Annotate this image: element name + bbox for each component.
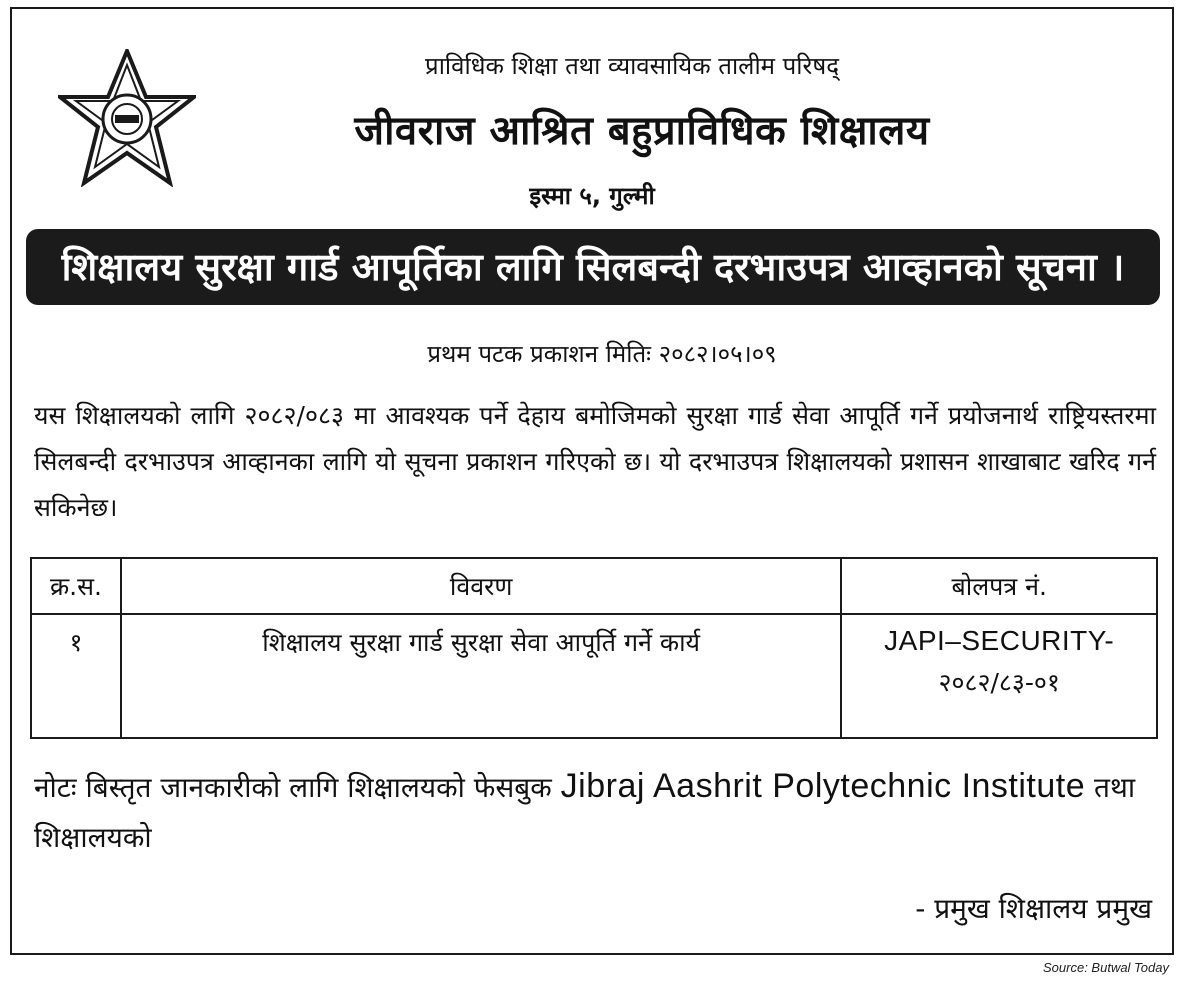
cell-serial: १ — [31, 614, 121, 738]
table-header-row — [31, 558, 1157, 614]
signature: - प्रमुख शिक्षालय प्रमुख — [915, 892, 1152, 925]
facebook-page-name: Jibraj Aashrit Polytechnic Institute — [560, 767, 1086, 805]
tender-table — [30, 557, 1158, 739]
cell-description: शिक्षालय सुरक्षा गार्ड सुरक्षा सेवा आपूर्ति गर्ने कार्य — [121, 614, 841, 738]
notice-frame — [10, 7, 1174, 955]
institute-address: इस्मा ५, गुल्मी — [529, 182, 655, 210]
source-credit: Source: Butwal Today — [1043, 960, 1169, 975]
note-suffix: तथा शिक्षालयको — [34, 771, 1136, 854]
emblem-logo — [58, 49, 196, 187]
header-description: विवरण — [121, 558, 841, 614]
note-prefix: नोटः बिस्तृत जानकारीको लागि शिक्षालयको फेसबुक — [34, 771, 552, 804]
institute-name: जीवराज आश्रित बहुप्राविधिक शिक्षालय — [354, 108, 930, 154]
bid-code: JAPI–SECURITY- — [884, 625, 1115, 656]
publication-date: प्रथम पटक प्रकाशन मितिः २०८२।०५।०९ — [427, 340, 777, 368]
cell-bid-number — [841, 614, 1157, 738]
notice-body: यस शिक्षालयको लागि २०८२/०८३ मा आवश्यक पर्ने देहाय बमोजिमको सुरक्षा गार्ड सेवा आपूर्ति गर्ने प्रयोजनार्थ राष्ट्रियस्तरमा सिलबन्दी दरभाउपत्र आव्हानका लागि यो सूचना प्रकाशन गरिएको छ। यो दरभाउपत्र शिक्षालयको प्रशासन शाखाबाट खरिद गर्न सकिनेछ। — [34, 401, 1156, 522]
bid-number: २०८२/८३-०१ — [938, 668, 1060, 697]
note — [34, 761, 1160, 863]
table-row — [31, 614, 1157, 738]
notice-title-banner: शिक्षालय सुरक्षा गार्ड आपूर्तिका लागि सिलबन्दी दरभाउपत्र आव्हानको सूचना । — [26, 229, 1160, 305]
header-bid-number: बोलपत्र नं. — [841, 558, 1157, 614]
header-serial: क्र.स. — [31, 558, 121, 614]
council-name: प्राविधिक शिक्षा तथा व्यावसायिक तालीम परिषद् — [425, 52, 839, 80]
